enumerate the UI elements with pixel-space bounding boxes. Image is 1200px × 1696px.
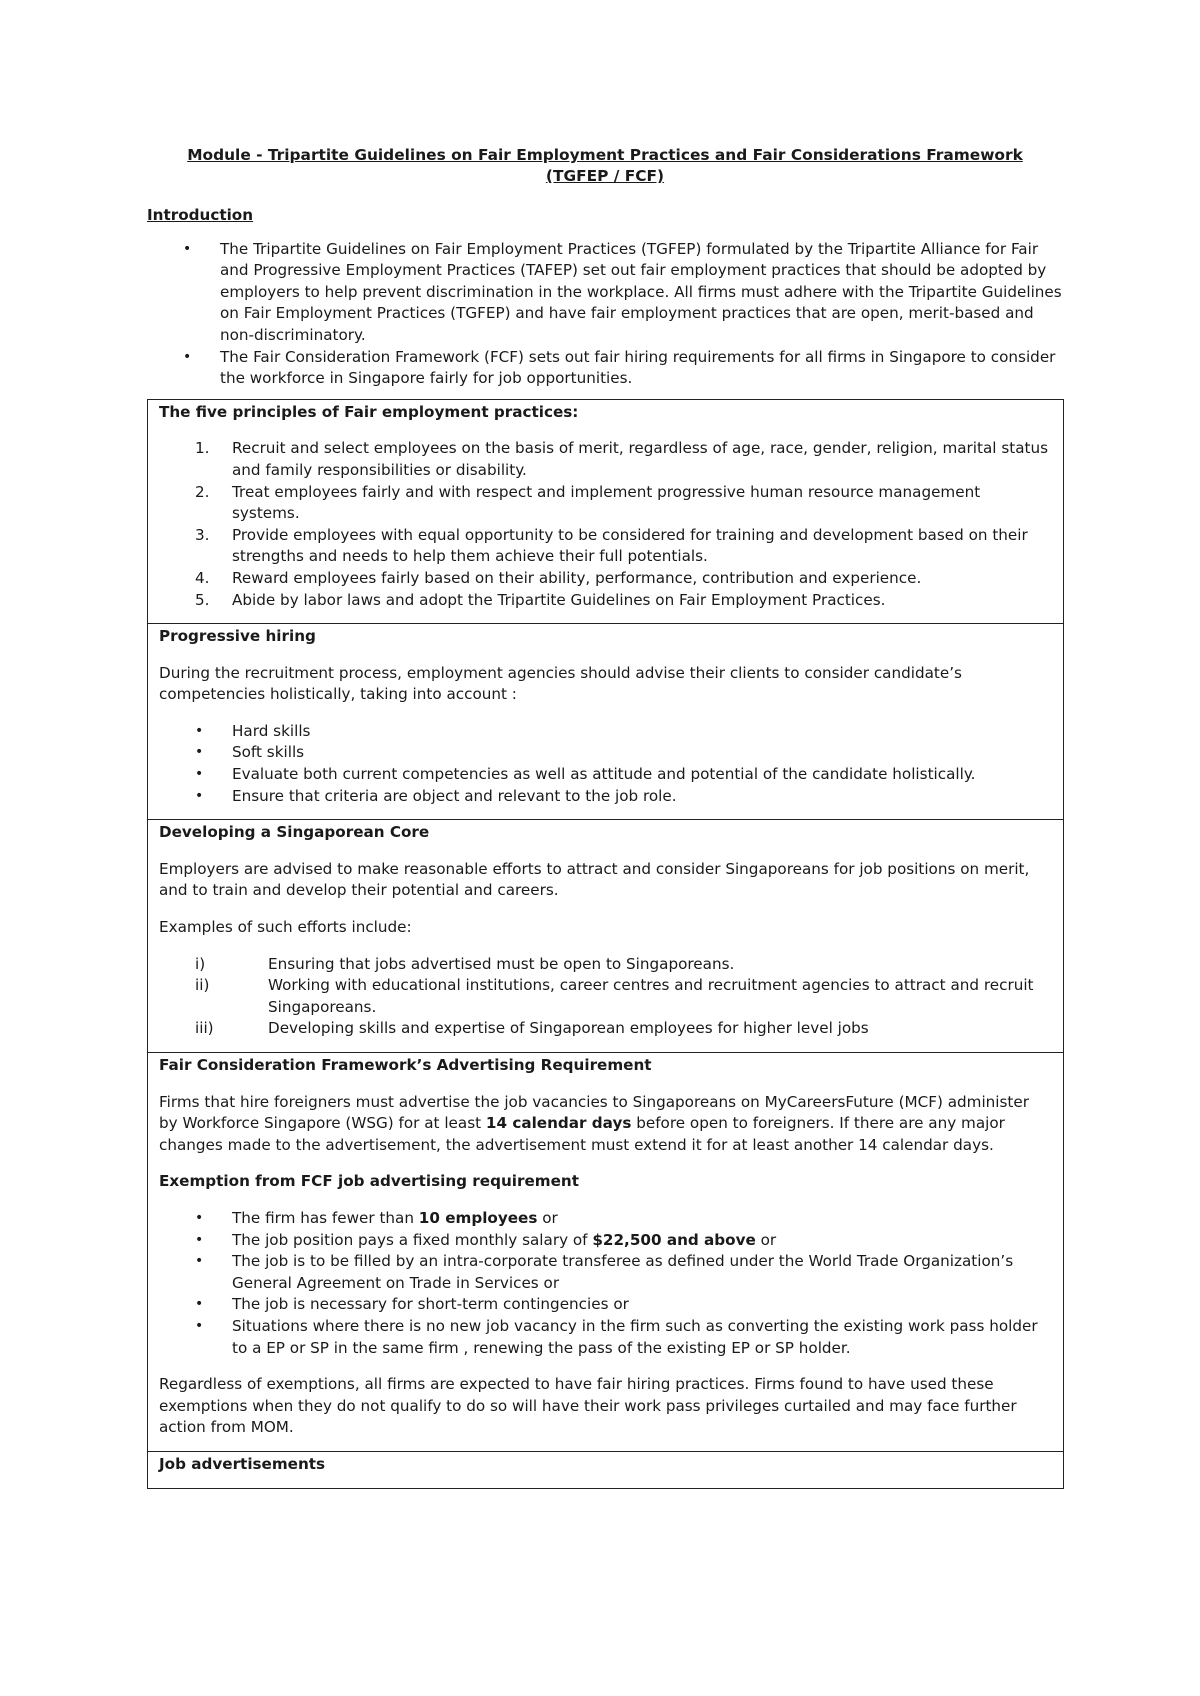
fcf-heading: Fair Consideration Framework’s Advertising Requirement <box>159 1056 652 1074</box>
exemption-list <box>159 1208 1052 1359</box>
document-title <box>147 145 1063 187</box>
list-item: 3. Provide employees with equal opportunity to be considered for training and development based on their strengths and needs to help them achieve their full potentials. <box>195 525 1028 566</box>
list-item: iii) Developing skills and expertise of Singaporean employees for higher level jobs <box>195 1019 869 1038</box>
core-heading: Developing a Singaporean Core <box>159 823 430 842</box>
fcf-row <box>148 1053 1064 1452</box>
fcf-paragraph: Firms that hire foreigners must advertise the job vacancies to Singaporeans on MyCareersFuture (MCF) administer by Workforce Singapore (WSG) for at least 14 calendar days before open to foreigners. If there are any major changes made to the advertisement, the advertisement must extend it for at least another 14 calendar days. <box>159 1092 1029 1154</box>
title-line-2: (TGFEP / FCF) <box>545 167 665 185</box>
progressive-row <box>148 624 1064 820</box>
fcf-closing-paragraph: Regardless of exemptions, all firms are expected to have fair hiring practices. Firms found to have used these exemptions when they do not qualify to do so will have their work pass privileges curtailed and may face further action from MOM. <box>159 1375 1017 1437</box>
job-ads-heading: Job advertisements <box>159 1454 326 1473</box>
fcf-cell <box>148 1053 1064 1452</box>
principles-heading: The five principles of Fair employment practices: <box>159 402 579 421</box>
exemption-heading: Exemption from FCF job advertising requirement <box>159 1172 579 1191</box>
core-list <box>159 954 1052 1040</box>
list-item: ii) Working with educational institutions, career centres and recruitment agencies to attract and recruit Singaporeans. <box>195 976 1034 1016</box>
list-item: i) Ensuring that jobs advertised must be open to Singaporeans. <box>195 954 735 973</box>
progressive-heading: Progressive hiring <box>159 627 316 646</box>
introduction-bullet: • The Fair Consideration Framework (FCF) sets out fair hiring requirements for all firms in Singapore to consider the workforce in Singapore fairly for job opportunities. <box>147 347 1063 390</box>
principles-row <box>148 399 1064 623</box>
introduction-bullet: • The Tripartite Guidelines on Fair Employment Practices (TGFEP) formulated by the Tripartite Alliance for Fair and Progressive Employment Practices (TAFEP) set out fair employment practices that should be adopted by employers to help prevent discrimination in the workplace. All firms must adhere with the Tripartite Guidelines on Fair Employment Practices (TGFEP) and have fair employment practices that are open, merit-based and non-discriminatory. <box>147 239 1063 347</box>
list-item: • Situations where there is no new job vacancy in the firm such as converting the existing work pass holder to a EP or SP in the same firm , renewing the pass of the existing EP or SP holder. <box>159 1316 1052 1359</box>
list-item: • The job is necessary for short-term contingencies or <box>159 1294 1052 1316</box>
core-cell <box>148 820 1064 1053</box>
progressive-paragraph: During the recruitment process, employment agencies should advise their clients to consider candidate’s competencies holistically, taking into account : <box>159 663 962 704</box>
progressive-list <box>159 721 1052 807</box>
core-paragraph-1: Employers are advised to make reasonable efforts to attract and consider Singaporeans for job positions on merit, and to train and develop their potential and careers. <box>159 859 1030 900</box>
list-item: • Soft skills <box>159 742 1052 764</box>
list-item: • The job position pays a fixed monthly salary of $22,500 and above or <box>159 1230 1052 1252</box>
list-item: 1. Recruit and select employees on the basis of merit, regardless of age, race, gender, religion, marital status and family responsibilities or disability. <box>195 439 1049 479</box>
list-item: • Hard skills <box>159 721 1052 743</box>
principles-cell <box>148 399 1064 623</box>
core-paragraph-2: Examples of such efforts include: <box>159 918 412 937</box>
list-item: • The firm has fewer than 10 employees or <box>159 1208 1052 1230</box>
introduction-heading: Introduction <box>147 206 254 224</box>
progressive-cell <box>148 624 1064 820</box>
list-item: 2. Treat employees fairly and with respect and implement progressive human resource management systems. <box>195 482 981 523</box>
document-content <box>147 145 1063 1489</box>
list-item: 4. Reward employees fairly based on their ability, performance, contribution and experience. <box>195 568 922 587</box>
job-ads-row <box>148 1451 1064 1488</box>
principles-list <box>159 438 1052 611</box>
introduction-list <box>147 239 1063 390</box>
core-row <box>148 820 1064 1053</box>
list-item: • Evaluate both current competencies as well as attitude and potential of the candidate holistically. <box>159 764 1052 786</box>
list-item: • Ensure that criteria are object and relevant to the job role. <box>159 786 1052 808</box>
list-item: • The job is to be filled by an intra-corporate transferee as defined under the World Trade Organization’s General Agreement on Trade in Services or <box>159 1251 1052 1294</box>
content-table <box>147 399 1064 1489</box>
list-item: 5. Abide by labor laws and adopt the Tripartite Guidelines on Fair Employment Practices. <box>195 590 886 609</box>
job-ads-cell <box>148 1451 1064 1488</box>
title-line-1: Module - Tripartite Guidelines on Fair Employment Practices and Fair Considerations Framework <box>187 146 1023 164</box>
